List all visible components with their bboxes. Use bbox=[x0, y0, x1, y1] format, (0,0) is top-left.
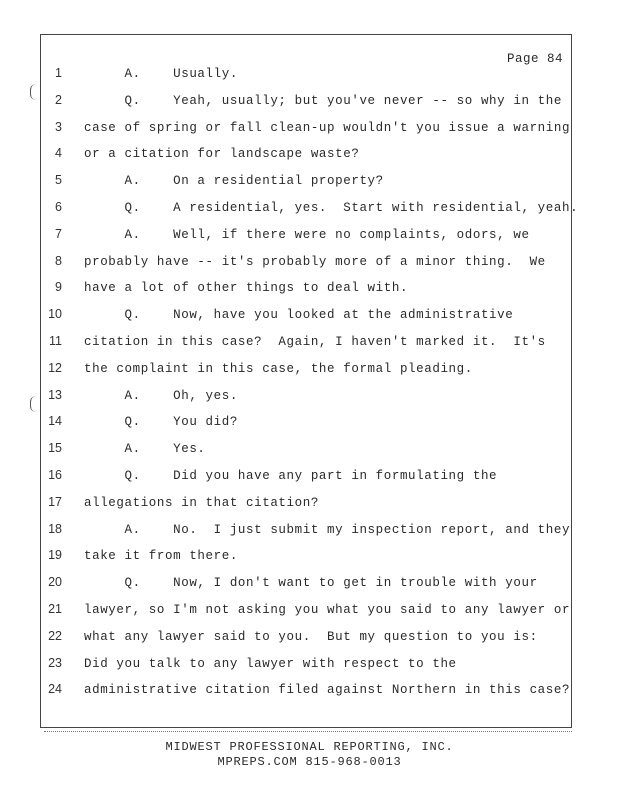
line-number: 21 bbox=[48, 602, 62, 616]
line-number: 2 bbox=[55, 92, 62, 107]
footer-company: MIDWEST PROFESSIONAL REPORTING, INC. bbox=[165, 740, 454, 754]
transcript-line: probably have -- it's probably more of a minor thing. We bbox=[84, 254, 546, 269]
footer-phone: 815-968-0013 bbox=[305, 755, 402, 769]
line-number: 12 bbox=[48, 360, 62, 375]
line-number: 14 bbox=[48, 414, 62, 429]
transcript-line: lawyer, so I'm not asking you what you said to any lawyer or bbox=[84, 603, 571, 617]
line-number: 17 bbox=[48, 494, 62, 509]
transcript-line: the complaint in this case, the formal pleading. bbox=[84, 361, 473, 376]
line-number: 15 bbox=[48, 441, 62, 456]
transcript-page-frame bbox=[40, 34, 572, 728]
transcript-line: Q. Yeah, usually; but you've never -- so why in the bbox=[84, 93, 562, 108]
transcript-line: A. No. I just submit my inspection report, and they bbox=[84, 522, 571, 537]
transcript-line: allegations in that citation? bbox=[84, 495, 319, 510]
line-number: 10 bbox=[48, 307, 62, 322]
line-number: 3 bbox=[55, 119, 62, 134]
transcript-line: or a citation for landscape waste? bbox=[84, 147, 360, 162]
page-number: Page 84 bbox=[506, 52, 563, 66]
line-number: 1 bbox=[55, 66, 62, 80]
transcript-line: take it from there. bbox=[84, 549, 238, 564]
line-number: 6 bbox=[55, 200, 62, 214]
transcript-line: Q. Now, have you looked at the administrative bbox=[84, 308, 514, 323]
transcript-line: Q. You did? bbox=[84, 415, 238, 430]
transcript-line: administrative citation filed against Northern in this case? bbox=[84, 683, 571, 698]
line-number: 20 bbox=[48, 575, 62, 590]
transcript-line: Did you talk to any lawyer with respect to the bbox=[84, 656, 457, 671]
transcript-line: A. Yes. bbox=[84, 442, 206, 457]
transcript-line: Q. Now, I don't want to get in trouble with your bbox=[84, 576, 538, 591]
transcript-line: Q. Did you have any part in formulating the bbox=[84, 469, 498, 483]
line-number: 5 bbox=[55, 173, 62, 188]
transcript-line: A. Oh, yes. bbox=[84, 388, 238, 403]
transcript-line: A. Usually. bbox=[84, 67, 238, 81]
line-number: 19 bbox=[48, 548, 62, 563]
transcript-line: what any lawyer said to you. But my question to you is: bbox=[84, 629, 538, 644]
line-number: 23 bbox=[48, 655, 62, 670]
transcript-line: case of spring or fall clean-up wouldn't you issue a warning bbox=[84, 120, 571, 135]
line-number: 11 bbox=[49, 334, 62, 348]
transcript-line: Q. A residential, yes. Start with residential, yeah. bbox=[84, 201, 579, 215]
line-number: 7 bbox=[55, 226, 62, 241]
footer-contact bbox=[0, 755, 619, 769]
footer-website: MPREPS.COM bbox=[217, 755, 298, 769]
transcript-line: have a lot of other things to deal with. bbox=[84, 281, 409, 296]
line-number: 22 bbox=[48, 628, 62, 643]
line-number: 16 bbox=[48, 468, 62, 482]
line-number: 8 bbox=[55, 253, 62, 268]
transcript-line: A. On a residential property? bbox=[84, 174, 384, 189]
line-number: 24 bbox=[48, 682, 62, 697]
transcript-line: citation in this case? Again, I haven't marked it. It's bbox=[84, 335, 546, 349]
line-number: 4 bbox=[55, 146, 62, 161]
line-number: 13 bbox=[48, 387, 62, 402]
transcript-line: A. Well, if there were no complaints, odors, we bbox=[84, 227, 530, 242]
line-number: 9 bbox=[55, 280, 62, 295]
line-number: 18 bbox=[48, 521, 62, 536]
page-frame-shadow bbox=[44, 728, 572, 732]
